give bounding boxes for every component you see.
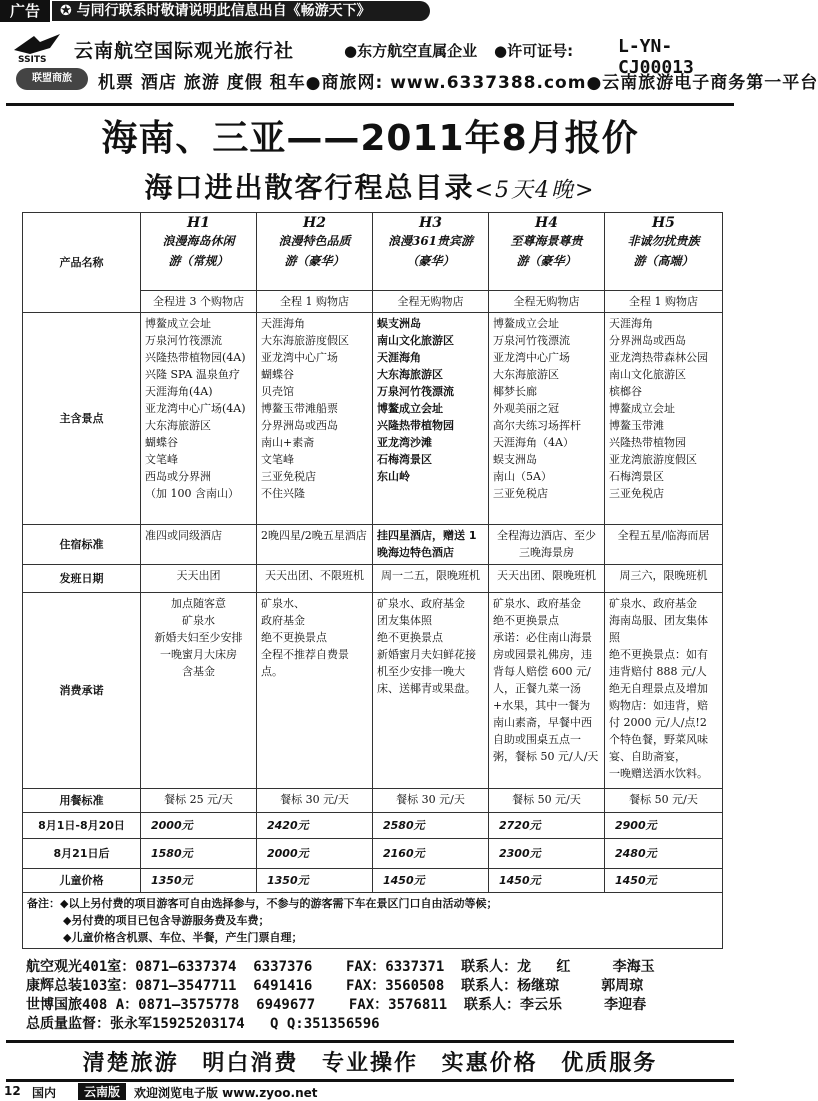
shops-h4: 全程无购物店 <box>489 291 605 313</box>
row-label-product: 产品名称 <box>23 213 141 313</box>
table-row-price1 <box>23 813 723 839</box>
footer-site[interactable]: 欢迎浏览电子版 www.zyoo.net <box>134 1086 318 1100</box>
hotel-h3: 挂四星酒店，赠送 1 晚海边特色酒店 <box>373 525 489 565</box>
list-item: 博鳌玉带滩船票 <box>261 402 338 415</box>
list-item: 贝壳馆 <box>261 385 294 398</box>
agency-services: 机票 酒店 旅游 度假 租车●商旅网: www.6337388.com●云南旅游电子商务第一平台 <box>98 73 818 93</box>
product-h3 <box>373 213 489 291</box>
list-item: 亚龙湾热带森林公园 <box>609 351 708 364</box>
list-item: 绝无自理景点及增加购物店：如违背，赔付 2000 元/人/点!2 <box>609 682 708 729</box>
agency-license-code: L-YN-CJ00013 <box>618 36 694 78</box>
hotel-h5: 全程五星/临海而居 <box>605 525 723 565</box>
list-item: 亚龙湾沙滩 <box>377 436 432 449</box>
list-item: 万泉河竹筏漂流 <box>145 334 222 347</box>
slogan-bar <box>6 1040 734 1082</box>
row-label-price1: 8月1日-8月20日 <box>23 813 141 839</box>
list-item: 承诺：必住南山海景房或园景礼佛房，违背每人赔偿 600 元/人，正餐九菜一汤+水果，其中一餐为南山素斋，早餐中西自助或围桌五点一粥，餐标 50 元/人/天 <box>493 631 599 763</box>
sight-list <box>377 315 484 485</box>
product-code: H1 <box>187 215 210 231</box>
list-item: 博鳌玉带滩 <box>609 419 664 432</box>
list-item: 政府基金 <box>261 614 305 627</box>
list-item: 石梅湾景区 <box>609 470 664 483</box>
promise-list <box>609 595 718 782</box>
list-item: 绝不更换景点 <box>261 631 327 644</box>
product-name-suffix: 游（豪华） <box>284 254 345 268</box>
departure-h4: 天天出团、限晚班机 <box>489 565 605 593</box>
sub-title-text: 海口进出散客行程总目录 <box>144 171 475 204</box>
row-label-meal: 用餐标准 <box>23 789 141 813</box>
row-label-sights: 主含景点 <box>23 313 141 525</box>
list-item: 博鳌成立会址 <box>609 402 675 415</box>
list-item: 绝不更换景点 <box>493 614 559 627</box>
list-item: 矿泉水 <box>182 614 215 627</box>
product-name-suffix: 游（高端） <box>633 254 694 268</box>
sub-title-duration: <5天4晚> <box>474 178 596 203</box>
list-item: 一晚蜜月大床房 <box>160 648 237 661</box>
list-item: 不住兴隆 <box>261 487 305 500</box>
contact-line: 航空观光401室：0871—6337374 6337376 FAX：6337371 联系人：龙 红 李海玉 <box>26 959 655 975</box>
page-footer <box>0 1082 740 1100</box>
departure-h1: 天天出团 <box>141 565 257 593</box>
main-title: 海南、三亚——2011年8月报价 <box>101 118 639 159</box>
product-name-suffix: （豪华） <box>406 254 455 268</box>
product-h5 <box>605 213 723 291</box>
promise-h3 <box>373 593 489 789</box>
table-row-child <box>23 869 723 893</box>
list-item: 蝴蝶谷 <box>261 368 294 381</box>
list-item: 南山+素斋 <box>261 436 315 449</box>
price2-h1: 1580元 <box>141 839 257 869</box>
price1-h2: 2420元 <box>257 813 373 839</box>
list-item: 文笔峰 <box>261 453 294 466</box>
shops-h5: 全程 1 购物店 <box>605 291 723 313</box>
list-item: 天涯海角（4A） <box>493 436 574 449</box>
meal-h2: 餐标 30 元/天 <box>257 789 373 813</box>
list-item: 团友集体照 <box>377 614 432 627</box>
meal-h3: 餐标 30 元/天 <box>373 789 489 813</box>
list-item: 椰梦长廊 <box>493 385 537 398</box>
agency-name: 云南航空国际观光旅行社 <box>74 40 295 62</box>
list-item: 亚龙湾旅游度假区 <box>609 453 697 466</box>
agency-logo-text: SSITS <box>18 55 47 65</box>
list-item: 亚龙湾中心广场(4A) <box>145 402 246 415</box>
sub-title <box>0 166 740 206</box>
page-number: 12 <box>4 1084 21 1098</box>
price2-h4: 2300元 <box>489 839 605 869</box>
list-item: 兴隆热带植物园 <box>609 436 686 449</box>
note-line: ◆儿童价格含机票、车位、半餐，产生门票自理； <box>63 931 303 944</box>
hotel-h4: 全程海边酒店、至少三晚海景房 <box>489 525 605 565</box>
list-item: 南山（5A） <box>493 470 552 483</box>
child-h4: 1450元 <box>489 869 605 893</box>
agency-logo-icon <box>10 32 72 64</box>
child-h1: 1350元 <box>141 869 257 893</box>
list-item: 文笔峰 <box>145 453 178 466</box>
promise-h1 <box>141 593 257 789</box>
list-item: 博鳌成立会址 <box>493 317 559 330</box>
list-item: 兴隆热带植物园(4A) <box>145 351 246 364</box>
product-name: 非诚勿扰贵族 <box>627 234 700 248</box>
product-h1 <box>141 213 257 291</box>
shops-h3: 全程无购物店 <box>373 291 489 313</box>
list-item: 蝴蝶谷 <box>145 436 178 449</box>
list-item: 三亚免税店 <box>261 470 316 483</box>
list-item: 亚龙湾中心广场 <box>493 351 570 364</box>
product-name: 至尊海景尊贵 <box>510 234 583 248</box>
row-label-hotel: 住宿标准 <box>23 525 141 565</box>
list-item: 大东海旅游区 <box>493 368 559 381</box>
section-label: 国内 <box>32 1086 57 1100</box>
agency-license-label: ●许可证号: <box>494 42 574 60</box>
alliance-badge: 联盟商旅 <box>16 68 88 90</box>
price2-h2: 2000元 <box>257 839 373 869</box>
table-row-price2 <box>23 839 723 869</box>
list-item: 矿泉水、政府基金 <box>609 597 697 610</box>
list-item: 三亚免税店 <box>609 487 664 500</box>
edition-label: 云南版 <box>78 1083 126 1100</box>
price1-h1: 2000元 <box>141 813 257 839</box>
row-label-departure: 发班日期 <box>23 565 141 593</box>
list-item: 新婚蜜月夫妇鲜花接机至少安排一晚大床、送椰青或果盘。 <box>377 648 476 695</box>
promise-h4 <box>489 593 605 789</box>
list-item: 亚龙湾中心广场 <box>261 351 338 364</box>
list-item: 天涯海角 <box>261 317 305 330</box>
table-row-meal <box>23 789 723 813</box>
list-item: 西岛或分界洲 <box>145 470 211 483</box>
list-item: 分界洲岛或西岛 <box>261 419 338 432</box>
departure-h3: 周一二五，限晚班机 <box>373 565 489 593</box>
price1-h5: 2900元 <box>605 813 723 839</box>
list-item: 槟榔谷 <box>609 385 642 398</box>
sights-h1 <box>141 313 257 525</box>
list-item: 博鳌成立会址 <box>145 317 211 330</box>
departure-h5: 周三六，限晚班机 <box>605 565 723 593</box>
list-item: 万泉河竹筏漂流 <box>493 334 570 347</box>
list-item: 兴隆热带植物园 <box>377 419 454 432</box>
list-item: 蜈支洲岛 <box>377 317 421 330</box>
product-name-suffix: 游（豪华） <box>516 254 577 268</box>
list-item: 矿泉水、 <box>261 597 305 610</box>
product-name: 浪漫特色品质 <box>278 234 351 248</box>
list-item: 石梅湾景区 <box>377 453 432 466</box>
product-code: H5 <box>652 215 675 231</box>
list-item: 大东海旅游区 <box>377 368 443 381</box>
list-item: 绝不更换景点 <box>377 631 443 644</box>
price2-h5: 2480元 <box>605 839 723 869</box>
meal-h4: 餐标 50 元/天 <box>489 789 605 813</box>
list-item: 矿泉水、政府基金 <box>493 597 581 610</box>
list-item: 一晚赠送酒水饮料。 <box>609 767 708 780</box>
table-row-departure <box>23 565 723 593</box>
list-item: 天涯海角 <box>377 351 421 364</box>
meal-h1: 餐标 25 元/天 <box>141 789 257 813</box>
table-row-hotel <box>23 525 723 565</box>
contact-line: 康辉总装103室：0871—3547711 6491416 FAX：3560508 联系人：杨继琼 郭周琼 <box>26 978 644 994</box>
meal-h5: 餐标 50 元/天 <box>605 789 723 813</box>
row-label-child: 儿童价格 <box>23 869 141 893</box>
sight-list <box>493 315 600 502</box>
table-row-promise <box>23 593 723 789</box>
list-item: 加点随客意 <box>171 597 226 610</box>
promise-list <box>145 595 252 680</box>
banner-notice-text: 与同行联系时敬请说明此信息出自《畅游天下》 <box>76 3 371 19</box>
child-h3: 1450元 <box>373 869 489 893</box>
list-item: 外观美丽之冠 <box>493 402 559 415</box>
speaker-icon: ✪ <box>60 3 77 19</box>
product-h2 <box>257 213 373 291</box>
list-item: （加 100 含南山） <box>145 487 239 500</box>
child-h2: 1350元 <box>257 869 373 893</box>
list-item: 高尔夫练习场挥杆 <box>493 419 581 432</box>
list-item: 矿泉水、政府基金 <box>377 597 465 610</box>
sight-list <box>261 315 368 502</box>
notes-cell <box>23 893 723 949</box>
child-h5: 1450元 <box>605 869 723 893</box>
contact-line: 世博国旅408 A：0871—3575778 6949677 FAX：3576811 联系人：李云乐 李迎春 <box>26 997 647 1013</box>
list-item: 蜈支洲岛 <box>493 453 537 466</box>
table-row-product <box>23 213 723 291</box>
banner-notice <box>52 1 430 21</box>
list-item: 个特色餐，野菜风味宴、自助斋宴， <box>609 733 708 763</box>
sight-list <box>609 315 718 502</box>
product-code: H2 <box>303 215 326 231</box>
product-h4 <box>489 213 605 291</box>
list-item: 含基金 <box>182 665 215 678</box>
itinerary-table <box>22 212 723 949</box>
list-item: 新婚夫妇至少安排 <box>154 631 243 644</box>
table-row-notes <box>23 893 723 949</box>
ad-tag: 广告 <box>0 0 50 22</box>
departure-h2: 天天出团、不限班机 <box>257 565 373 593</box>
agency-header <box>6 30 818 98</box>
promise-list <box>493 595 600 765</box>
list-item: 南山文化旅游区 <box>609 368 686 381</box>
sights-h5 <box>605 313 723 525</box>
contact-block <box>26 958 726 1034</box>
note-line: 备注：◆以上另付费的项目游客可自由选择参与，不参与的游客需下车在景区门口自由活动等候； <box>27 897 498 910</box>
list-item: 海南岛服、团友集体照 <box>609 614 708 644</box>
contact-line: 总质量监督：张永军15925203174 Q Q:351356596 <box>26 1016 380 1032</box>
list-item: 大东海旅游区 <box>145 419 211 432</box>
note-line: ◆另付费的项目已包含导游服务费及车费； <box>63 914 270 927</box>
price1-h3: 2580元 <box>373 813 489 839</box>
hotel-h2: 2晚四星/2晚五星酒店 <box>257 525 373 565</box>
list-item: 兴隆 SPA 温泉鱼疗 <box>145 368 240 381</box>
header-divider <box>6 103 734 106</box>
sights-h4 <box>489 313 605 525</box>
row-label-promise: 消费承诺 <box>23 593 141 789</box>
list-item: 天涯海角 <box>609 317 653 330</box>
promise-list <box>377 595 484 697</box>
agency-subsidiary: ●东方航空直属企业 <box>344 42 478 60</box>
list-item: 天涯海角(4A) <box>145 385 213 398</box>
list-item: 大东海旅游度假区 <box>261 334 349 347</box>
table-row-sights <box>23 313 723 525</box>
list-item: 南山文化旅游区 <box>377 334 454 347</box>
product-name: 浪漫海岛休闲 <box>162 234 235 248</box>
list-item: 东山岭 <box>377 470 410 483</box>
top-banner <box>0 0 740 22</box>
list-item: 万泉河竹筏漂流 <box>377 385 454 398</box>
sights-h3 <box>373 313 489 525</box>
list-item: 三亚免税店 <box>493 487 548 500</box>
shops-h2: 全程 1 购物店 <box>257 291 373 313</box>
price2-h3: 2160元 <box>373 839 489 869</box>
list-item: 绝不更换景点：如有违背赔付 888 元/人 <box>609 648 708 678</box>
promise-h5 <box>605 593 723 789</box>
sights-h2 <box>257 313 373 525</box>
row-label-price2: 8月21日后 <box>23 839 141 869</box>
sight-list <box>145 315 252 502</box>
price1-h4: 2720元 <box>489 813 605 839</box>
hotel-h1: 准四或同级酒店 <box>141 525 257 565</box>
promise-h2 <box>257 593 373 789</box>
shops-h1: 全程进 3 个购物店 <box>141 291 257 313</box>
product-code: H3 <box>419 215 442 231</box>
product-code: H4 <box>535 215 558 231</box>
list-item: 分界洲岛或西岛 <box>609 334 686 347</box>
slogan-text: 清楚旅游 明白消费 专业操作 实惠价格 优质服务 <box>82 1051 658 1076</box>
product-name: 浪漫361贵宾游 <box>387 234 474 248</box>
list-item: 博鳌成立会址 <box>377 402 443 415</box>
list-item: 全程不推荐自费景点。 <box>261 648 349 678</box>
product-name-suffix: 游（常规） <box>168 254 229 268</box>
promise-list <box>261 595 368 680</box>
